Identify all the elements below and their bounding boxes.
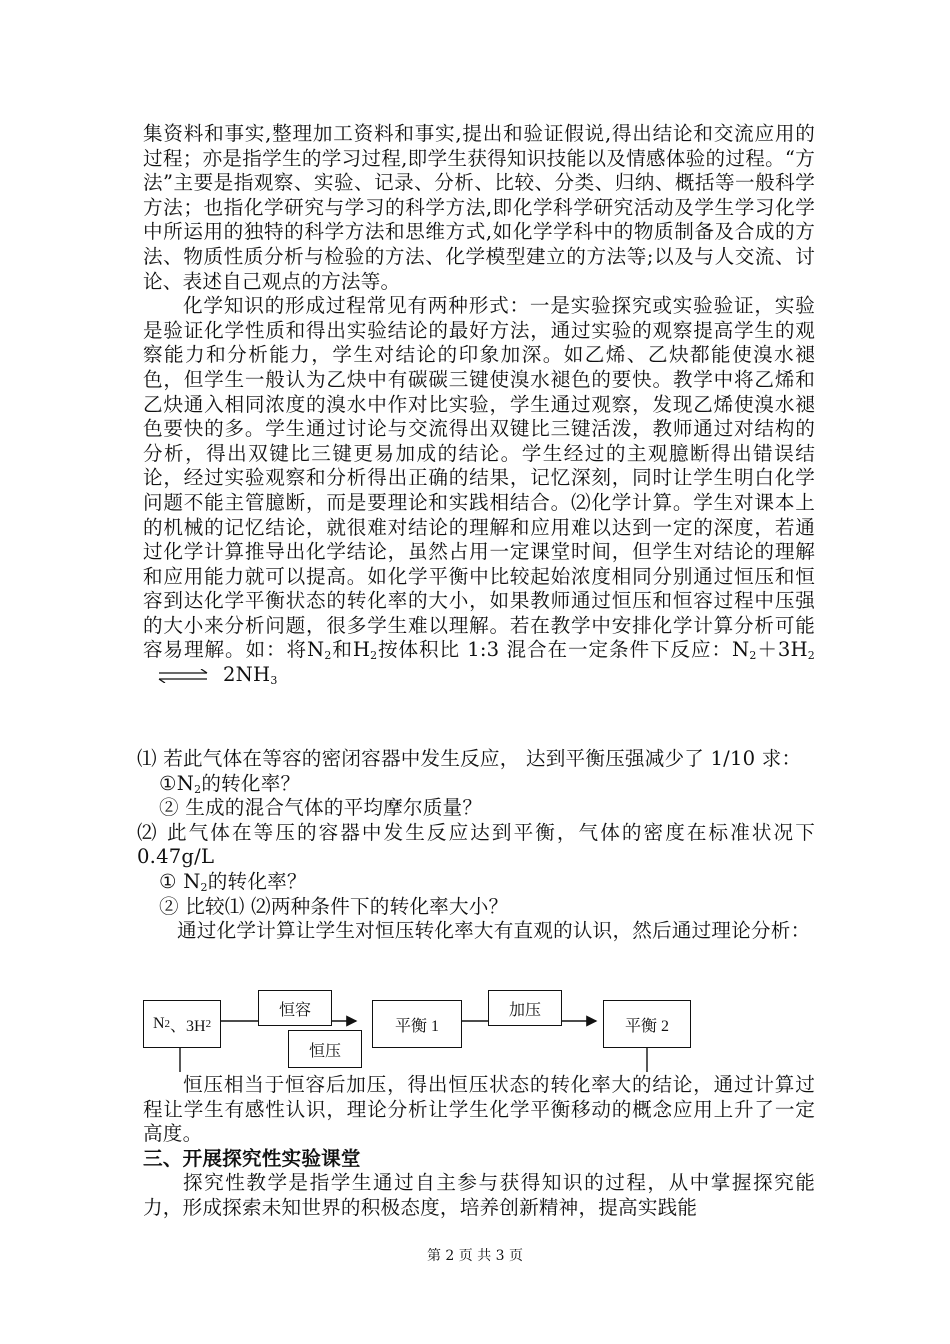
start-box-n2-h2: N 2 、3H 2 — [143, 1000, 221, 1048]
section-heading: 三、开展探究性实验课堂 — [143, 1146, 361, 1170]
q1a-prefix: ①N — [159, 771, 195, 795]
reactant-n2: N — [732, 638, 750, 662]
product-nh3: 2NH — [223, 663, 271, 687]
paragraph-calc-insight: 通过化学计算让学生对恒压转化率大有直观的认识，然后通过理论分析： — [177, 919, 811, 943]
reactant-h2: ＋3H — [756, 638, 808, 662]
q2a-suffix: 的转化率？ — [207, 869, 307, 893]
question-2-b: ② 比较⑴ ⑵两种条件下的转化率大小？ — [159, 894, 509, 918]
equilibrium-arrow-icon — [153, 669, 213, 683]
questions-block — [137, 747, 815, 944]
process-diagram — [143, 990, 815, 1070]
n2-symbol: N — [307, 638, 325, 662]
start-n2: N — [152, 1015, 165, 1032]
body-text-top — [143, 122, 815, 688]
equilibrium-2-box: 平衡 2 — [603, 1000, 691, 1048]
paragraph-conclusion: 恒压相当于恒容后加压，得出恒压状态的转化率大的结论，通过计算过程让学生有感性认识，理论分析让学生化学平衡移动的概念应用上升了一定高度。 — [143, 1073, 815, 1146]
question-1-a — [137, 772, 815, 797]
paragraph-knowledge-text: 化学知识的形成过程常见有两种形式：一是实验探究或实验验证，实验是验证化学性质和得出实验结论的最好方法，通过实验的观察提高学生的观察能力和分析能力，学生对结论的印象加深。如乙烯、乙炔都能使溴水褪色，但学生一般认为乙炔中有碳碳三键使溴水褪色的要快。教学中将乙烯和乙炔通入相同浓度的溴水中作对比实验，学生通过观察，发现乙烯使溴水褪色要快的多。学生通过讨论与交流得出双键比三键活泼，教师通过对结构的分析，得出双键比三键更易加成的结论。学生经过的主观臆断得出错误结论，经过实验观察和分析得出正确的结果，记忆深刻，同时让学生明白化学问题不能主管臆断，而是要理论和实践相结合。⑵化学计算。学生对课本上的机械的记忆结论，就很难对结论的理解和应用难以达到一定的深度，若通过化学计算推导出化学结论，虽然占用一定课堂时间，但学生对结论的理解和应用能力就可以提高。如化学平衡中比较起始浓度相同分别通过恒压和恒容到达化学平衡状态的转化率的大小，如果教师通过恒压和恒容过程中压强的大小来分析问题，很多学生难以理解。若在教学中安排化学计算分析可能容易理解。如：将 — [143, 294, 815, 662]
and-word: 和 — [331, 638, 353, 662]
subscript: 2 — [324, 649, 332, 663]
ratio-text: 按体积比 1:3 混合在一定条件下反应： — [377, 638, 733, 662]
paragraph-inquiry: 探究性教学是指学生通过自主参与获得知识的过程，从中掌握探究能力，形成探索未知世界的积极态度，培养创新精神，提高实践能 — [143, 1171, 815, 1219]
page-number: 第 2 页 共 3 页 — [426, 1248, 524, 1264]
subscript: 2 — [749, 649, 757, 663]
subscript: 2 — [194, 782, 202, 796]
start-h2: 、3H — [170, 1017, 206, 1035]
subscript: 2 — [370, 649, 378, 663]
h2-symbol: H — [352, 638, 371, 662]
subscript: 3 — [270, 674, 278, 688]
paragraph-methods: 集资料和事实,整理加工资料和事实,提出和验证假说,得出结论和交流应用的过程；亦是指学生的学习过程,即学生获得知识技能以及情感体验的过程。“方法”主要是指观察、实验、记录、分析、比较、分类、归纳、概括等一般科学方法；也指化学研究与学习的科学方法,即化学科学研究活动及学生学习化学中所运用的独特的科学方法和思维方式,如化学学科中的物质制备及合成的方法、物质性质分析与检验的方法、化学模型建立的方法等;以及与人交流、讨论、表述自己观点的方法等。 — [143, 122, 815, 293]
question-2-a — [137, 870, 815, 895]
q1a-suffix: 的转化率？ — [201, 771, 301, 795]
constant-volume-box: 恒容 — [258, 990, 332, 1026]
subscript: 2 — [807, 649, 815, 663]
subscript: 2 — [200, 880, 208, 894]
constant-pressure-box: 恒压 — [288, 1030, 362, 1068]
question-2-stem: ⑵ 此气体在等压的容器中发生反应达到平衡，气体的密度在标准状况下 0.47g/L — [137, 820, 815, 869]
paragraph-knowledge-formation — [143, 294, 815, 688]
equilibrium-1-box: 平衡 1 — [372, 1000, 462, 1048]
question-1-b: ② 生成的混合气体的平均摩尔质量？ — [159, 796, 483, 820]
body-text-bottom — [143, 1073, 815, 1221]
diagram-connectors — [143, 990, 815, 1070]
question-1-stem: ⑴ 若此气体在等容的密闭容器中发生反应， 达到平衡压强减少了 1/10 求： — [137, 747, 802, 770]
q2a-prefix: ① N — [159, 869, 201, 893]
pressurize-box: 加压 — [488, 990, 562, 1026]
